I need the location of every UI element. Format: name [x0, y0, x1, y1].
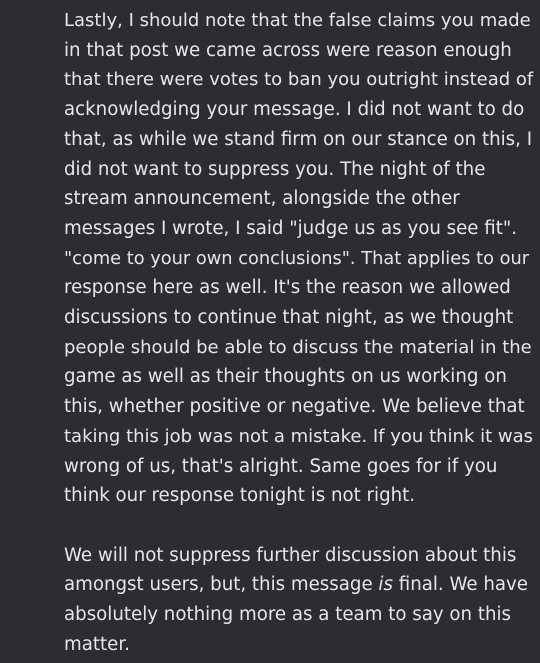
message-line: response here as well. It's the reason we allowed	[64, 277, 511, 299]
paragraph-spacer	[64, 511, 534, 541]
message-line: discussions to continue that night, as we thought	[64, 307, 514, 329]
message-line: did not want to suppress you. The night of the	[64, 158, 486, 180]
message-line: that there were votes to ban you outright instead of	[64, 69, 534, 91]
message-line: "come to your own conclusions". That applies to our	[64, 247, 530, 269]
message-line: stream announcement, alongside the other	[64, 188, 460, 210]
message-line: acknowledging your message. I did not want to do	[64, 99, 525, 121]
message-line: wrong of us, that's alright. Same goes for if you	[64, 455, 498, 477]
message-line: taking this job was not a mistake. If you think it was	[64, 425, 533, 447]
message-line: this, whether positive or negative. We believe that	[64, 396, 525, 418]
emphasis-text: is	[378, 574, 393, 596]
message-line: messages I wrote, I said "judge us as you see fit".	[64, 217, 518, 239]
message-paragraph-1	[64, 6, 534, 511]
text-run: amongst users, but, this message	[64, 574, 379, 596]
message-line: that, as while we stand firm on our stance on this, I	[64, 128, 533, 150]
message-line	[64, 570, 534, 600]
message-paragraph-2	[64, 541, 534, 660]
text-run: final. We have	[392, 574, 528, 596]
message-line: game as well as their thoughts on us working on	[64, 366, 507, 388]
message-line: absolutely nothing more as a team to say on this	[64, 604, 512, 626]
message-line: We will not suppress further discussion about this	[64, 544, 517, 566]
message-line: people should be able to discuss the material in the	[64, 336, 532, 358]
message-line: think our response tonight is not right.	[64, 485, 416, 507]
message-line: Lastly, I should note that the false claims you made	[64, 10, 531, 31]
message-line: matter.	[64, 633, 130, 655]
message-content	[64, 6, 534, 659]
message-line: in that post we came across were reason enough	[64, 39, 512, 61]
